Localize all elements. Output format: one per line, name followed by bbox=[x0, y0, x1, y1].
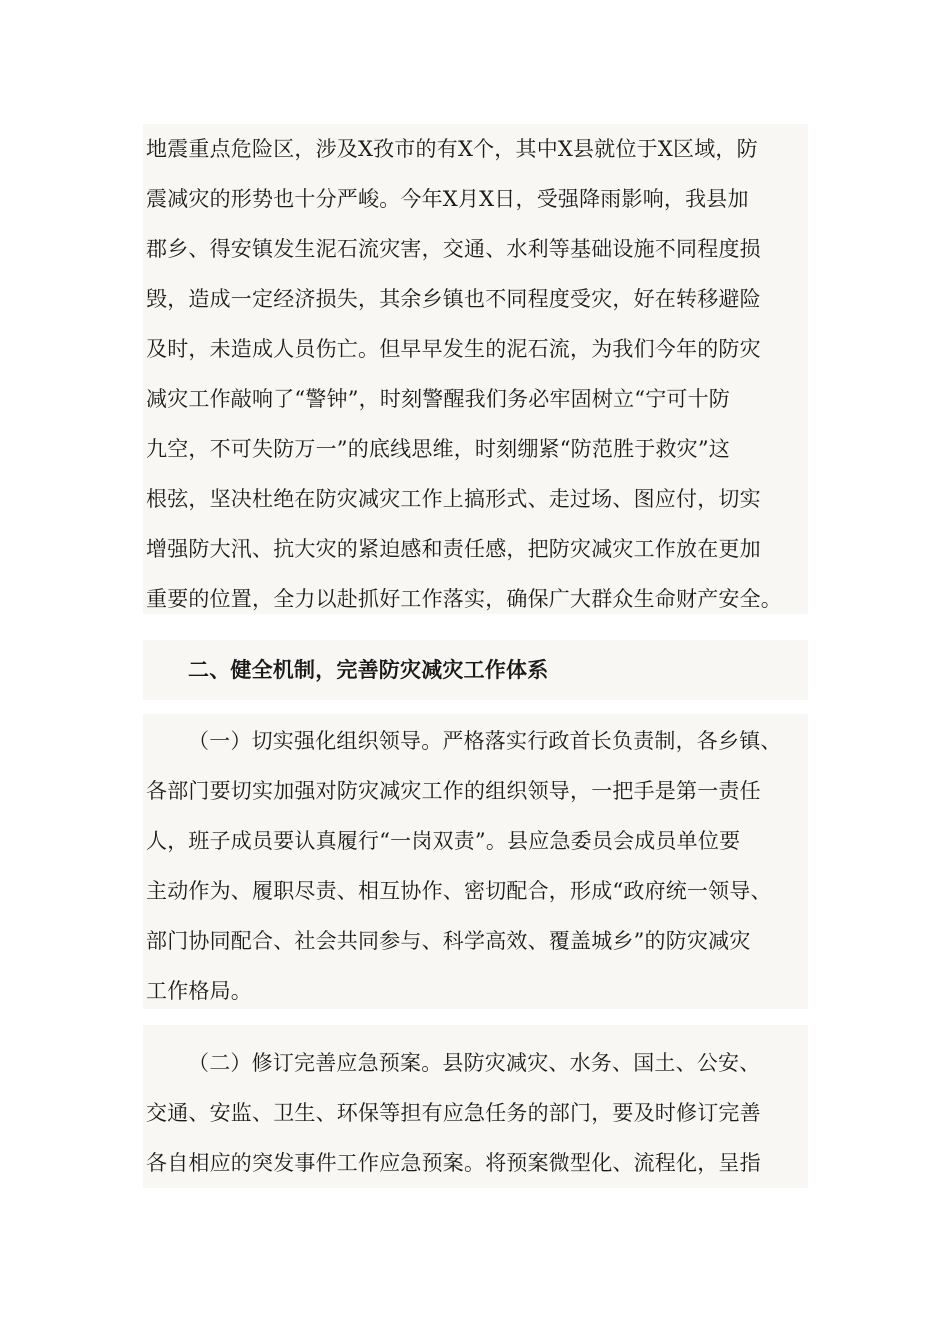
paragraph-line: 部门协同配合、社会共同参与、科学高效、覆盖城乡”的防灾减灾 bbox=[146, 929, 751, 953]
paragraph-line: 各自相应的突发事件工作应急预案。将预案微型化、流程化，呈指 bbox=[146, 1151, 761, 1175]
paragraph-line: （二）修订完善应急预案。县防灾减灾、水务、国土、公安、 bbox=[188, 1051, 761, 1075]
paragraph-line: 减灾工作敲响了“警钟”，时刻警醒我们务必牢固树立“宁可十防 bbox=[146, 387, 731, 411]
paragraph-line: 各部门要切实加强对防灾减灾工作的组织领导，一把手是第一责任 bbox=[146, 779, 761, 803]
paragraph-line: 根弦，坚决杜绝在防灾减灾工作上搞形式、走过场、图应付，切实 bbox=[146, 487, 761, 511]
paragraph-line: 九空，不可失防万一”的底线思维，时刻绷紧“防范胜于救灾”这 bbox=[146, 437, 731, 461]
paragraph-line: 工作格局。 bbox=[146, 979, 252, 1003]
paragraph-line: 地震重点危险区，涉及X孜市的有X个，其中X县就位于X区域，防 bbox=[146, 137, 758, 161]
paragraph-line: （一）切实强化组织领导。严格落实行政首长负责制，各乡镇、 bbox=[188, 729, 782, 753]
paragraph-line: 及时，未造成人员伤亡。但早早发生的泥石流，为我们今年的防灾 bbox=[146, 337, 761, 361]
paragraph-line: 郡乡、得安镇发生泥石流灾害，交通、水利等基础设施不同程度损 bbox=[146, 237, 761, 261]
paragraph-line: 重要的位置，全力以赴抓好工作落实，确保广大群众生命财产安全。 bbox=[146, 587, 782, 611]
paragraph-line: 增强防大汛、抗大灾的紧迫感和责任感，把防灾减灾工作放在更加 bbox=[146, 537, 761, 561]
paragraph-line: 毁，造成一定经济损失，其余乡镇也不同程度受灾，好在转移避险 bbox=[146, 287, 761, 311]
paragraph-line: 主动作为、履职尽责、相互协作、密切配合，形成“政府统一领导、 bbox=[146, 879, 772, 903]
paragraph-line: 交通、安监、卫生、环保等担有应急任务的部门，要及时修订完善 bbox=[146, 1101, 761, 1125]
section-heading: 二、健全机制，完善防灾减灾工作体系 bbox=[188, 657, 549, 682]
paragraph-line: 震减灾的形势也十分严峻。今年X月X日，受强降雨影响，我县加 bbox=[146, 187, 749, 211]
paragraph-line: 人，班子成员要认真履行“一岗双责”。县应急委员会成员单位要 bbox=[146, 829, 741, 853]
